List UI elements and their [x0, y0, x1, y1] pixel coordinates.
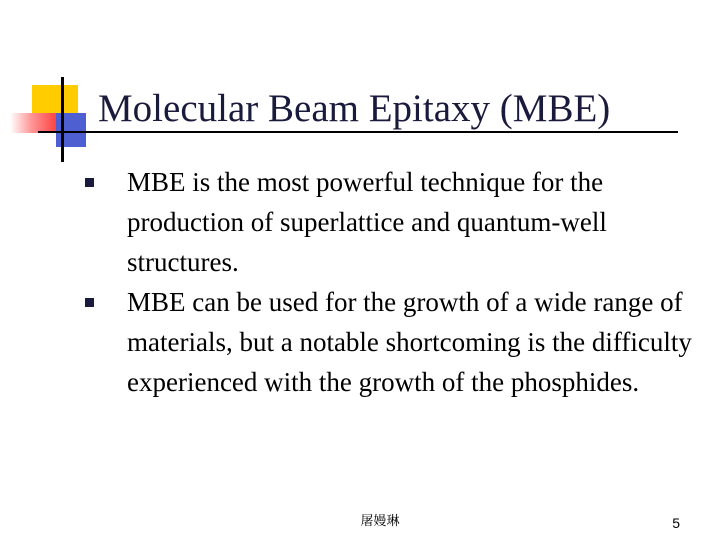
bullet-item: [80, 282, 700, 402]
square-bullet-icon: [85, 298, 94, 307]
decorative-vertical-line: [61, 77, 64, 162]
bullet-item: [80, 162, 700, 282]
bullet-text: MBE can be used for the growth of a wide range of materials, but a notable shortcoming is the difficulty experienced with the growth of the phosphides.: [127, 287, 692, 397]
decorative-red-bar: [10, 113, 56, 133]
bullet-text: MBE is the most powerful technique for the production of superlattice and quantum-well structures.: [127, 167, 607, 277]
bullet-list: [80, 162, 700, 402]
slide-title: Molecular Beam Epitaxy (MBE): [98, 87, 611, 130]
page-number: 5: [672, 515, 680, 531]
square-bullet-icon: [85, 178, 94, 187]
footer-author: 屠嫚琳: [360, 514, 400, 529]
